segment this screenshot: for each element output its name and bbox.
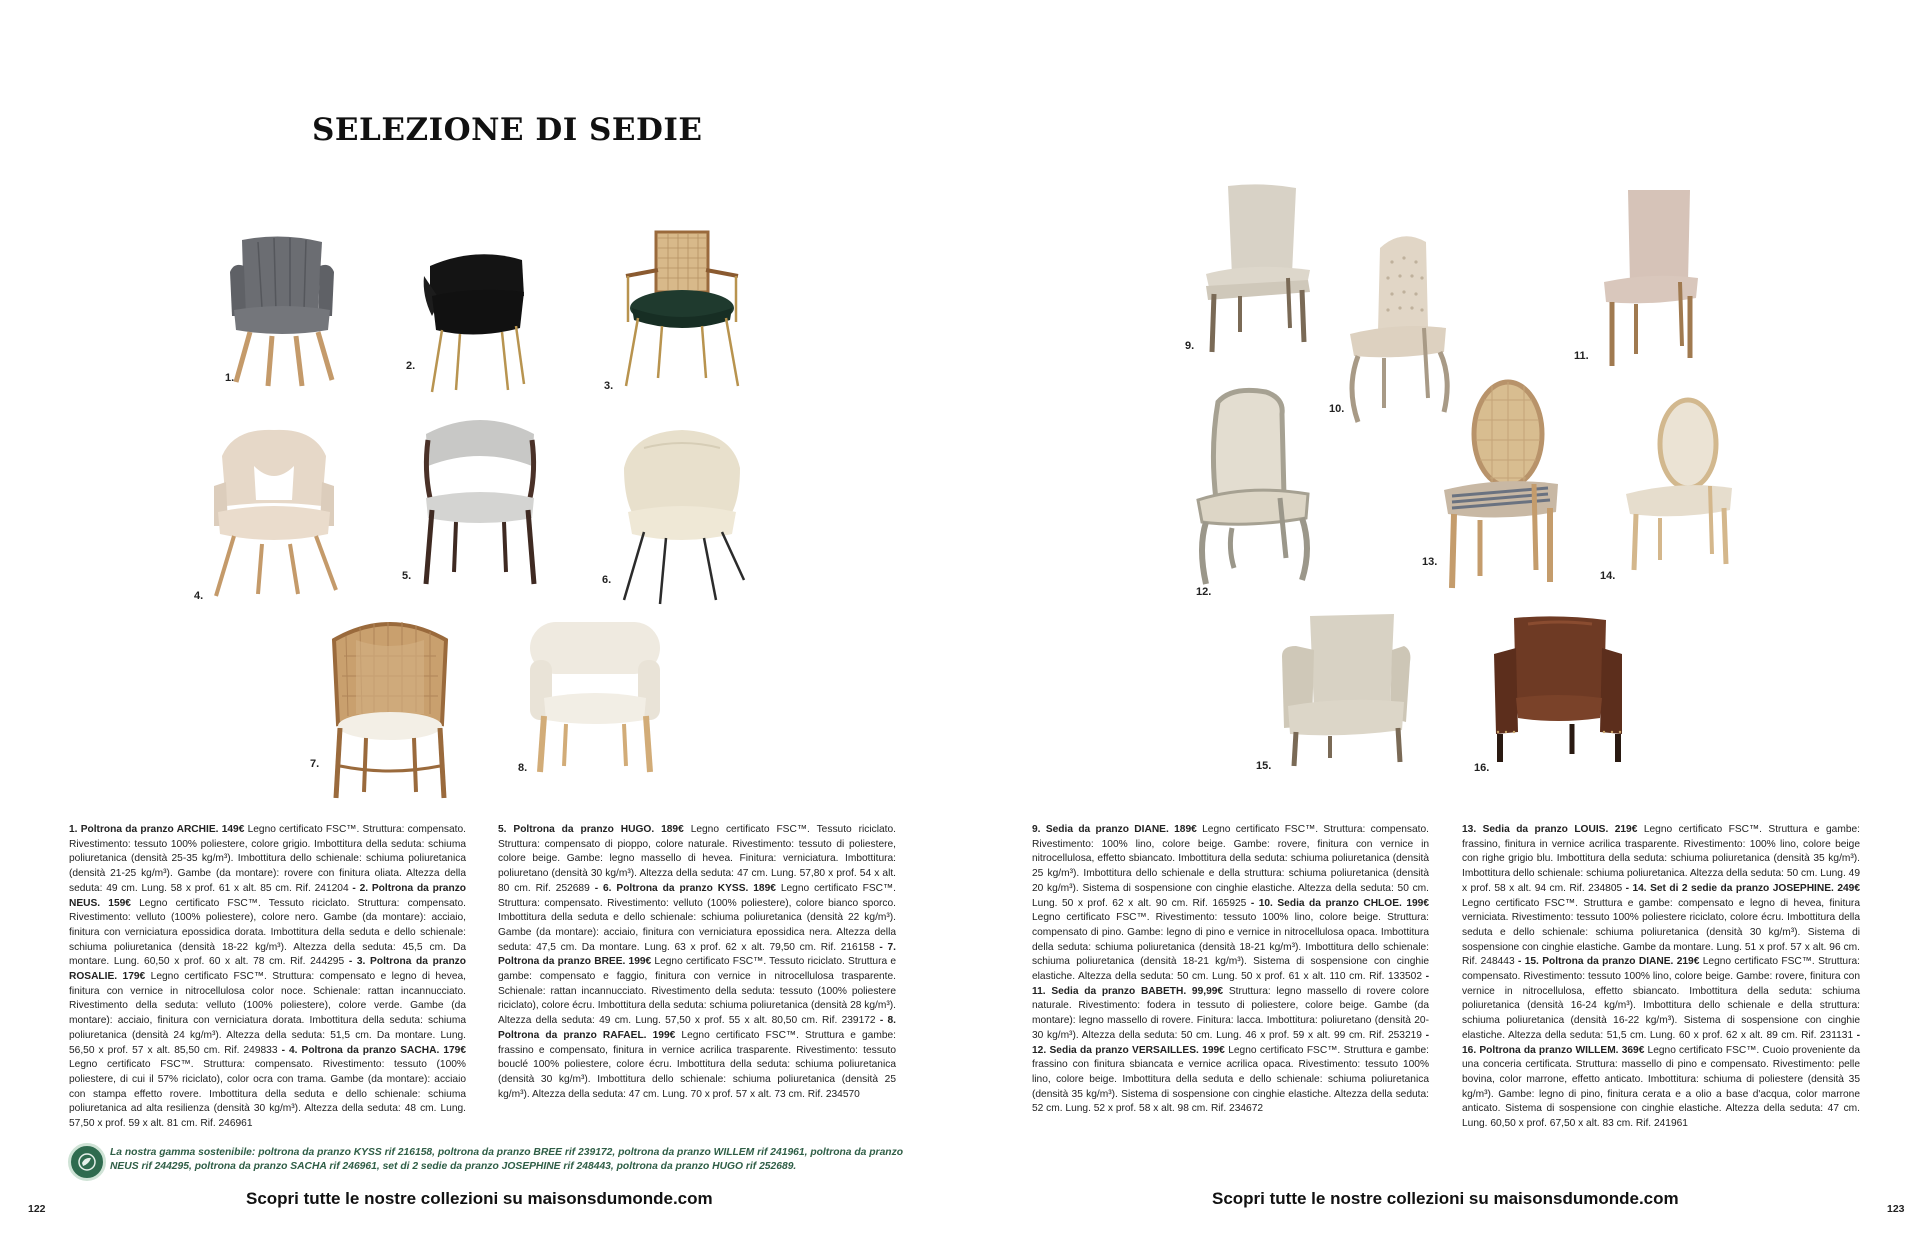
footer-link-right[interactable]: Scopri tutte le nostre collezioni su maisonsdumonde.com (1212, 1189, 1679, 1208)
product-number: 9. (1185, 340, 1195, 352)
product-description: - 2. Poltrona da pranzo NEUS. 159€ Legno certificato FSC™. Tessuto riciclato. Struttura: compensato. Rivestimento: velluto (100% poliestere), colore nero. Gambe (da montare): acciaio, finitura con verniciatura epossidica dorata. Imbottitura della seduta e dello schienale: schiuma poliuretanica (densità 18-22 kg/m³). Altezza della seduta: 45,5 cm. Da montare. Lung. 60,50 x prof. 60 x alt. 78 cm. Rif. 244295 (69, 882, 467, 968)
sustainable-range-text: La nostra gamma sostenibile: poltrona da pranzo KYSS rif 216158, poltrona da pranzo BREE rif 239172, poltrona da pranzo WILLEM rif 241961, poltrona da pranzo NEUS rif 244295, poltrona da pranzo SACHA rif 246961, set di 2 sedie da pranzo JOSEPHINE rif 248443, poltrona da pranzo HUGO rif 252689. (110, 1147, 904, 1172)
product-number: 8. (518, 762, 528, 774)
product-description: - 6. Poltrona da pranzo KYSS. 189€ Legno certificato FSC™. Struttura: compensato. Rivestimento: velluto (100% poliestere), colore bianco sporco. Imbottitura della seduta e dello schienale: schiuma poliuretanica (densità 22 kg/m³). Gambe (da montare): acciaio, finitura con verniciatura epossidica nera. Altezza della seduta: 47,5 cm. Da montare. Lung. 63 x prof. 62 x alt. 79,50 cm. Rif. 216158 (498, 882, 896, 953)
product-number: 2. (406, 360, 416, 372)
product-image-josephine[interactable] (1620, 396, 1738, 572)
product-description: 1. Poltrona da pranzo ARCHIE. 149€ Legno certificato FSC™. Struttura: compensato. Rivestimento: tessuto 100% poliestere, colore grigio. Imbottitura della seduta: schiuma poliuretanica (densità 25-35 kg/m³). Imbottitura dello schienale: schiuma poliuretanica (densità 21-25 kg/m³). Gambe (da montare): rovere con finitura oliata. Altezza della seduta: 49 cm. Lung. 58 x prof. 61 x alt. 85 cm. Rif. 241204 (69, 824, 466, 894)
product-description: - 7. Poltrona da pranzo BREE. 199€ Legno certificato FSC™. Tessuto riciclato. Struttura e gambe: compensato e faggio, finitura con vernice in nitrocellulosa trasparente. Schienale: rattan incannucciato. Rivestimento della seduta: tessuto (100% poliestere riciclato), colore écru. Imbottitura della seduta: schiuma poliuretanica (densità 28 kg/m³). Altezza della seduta: 49 cm. Lung. 57,50 x prof. 55 x alt. 80,50 cm. Rif. 239172 (498, 941, 896, 1027)
product-image-diane[interactable] (1192, 182, 1322, 354)
product-description: - 8. Poltrona da pranzo RAFAEL. 199€ Legno certificato FSC™. Struttura e gambe: frassino e compensato, finitura in vernice acrilica trasparente. Rivestimento: tessuto bouclé 100% poliestere, colore écru. Imbottitura della seduta: schiuma poliuretanica (densità 30 kg/m³). Imbottitura dello schienale: schiuma poliuretanica (densità 25 kg/m³). Altezza della seduta: 47 cm. Lung. 70 x prof. 57 x alt. 73 cm. Rif. 234570 (498, 1015, 896, 1100)
product-number: 1. (225, 372, 235, 384)
product-number: 4. (194, 590, 204, 602)
footer-link-left[interactable]: Scopri tutte le nostre collezioni su maisonsdumonde.com (246, 1189, 713, 1208)
product-description: 13. Sedia da pranzo LOUIS. 219€ Legno certificato FSC™. Struttura e gambe: frassino, finitura in vernice acrilica trasparente. Rivestimento: 100% lino, colore beige con righe grigio blu. Imbottitura della seduta: schiuma poliuretanica (densità 35 kg/m³). Imbottitura dello schienale: schiuma poliuretanica. Altezza della seduta: 50 cm. Lung. 49 x prof. 58 x alt. 94 cm. Rif. 234805 (1462, 824, 1860, 894)
description-column-3 (1032, 823, 1429, 1117)
product-description: - 15. Poltrona da pranzo DIANE. 219€ Legno certificato FSC™. Struttura: compensato. Rivestimento: tessuto 100% lino, colore beige. Gambe: rovere, finitura con vernice in nitrocellulosa, effetto sbiancato. Imbottitura della seduta: schiuma poliuretanica (densità 16-24 kg/m³). Imbottitura dello schienale e della struttura: schiuma poliuretanica (densità 16-22 kg/m³). Sistema di sospensione con cinghie elastiche. Altezza della seduta: 51,5 cm. Lung. 60 x prof. 62 x alt. 89 cm. Rif. 231131 (1462, 956, 1860, 1041)
product-image-hugo[interactable] (418, 410, 542, 588)
product-description: - 16. Poltrona da pranzo WILLEM. 369€ Legno certificato FSC™. Cuoio proveniente da una conceria certificata. Struttura: massello di pino e compensato. Rivestimento: pelle bovina, color marrone, effetto anticato. Imbottitura: schiuma di poliestere (densità 35 kg/m³). Gambe: legno di pino, finitura cerata e a olio a base d'acqua, color marrone anticato. Sistema di sospensione con cinghie elastiche. Altezza della seduta: 47 cm. Lung. 60,50 x prof. 67,50 x alt. 83 cm. Rif. 241961 (1462, 1029, 1860, 1130)
product-number: 15. (1256, 760, 1272, 772)
product-number: 3. (604, 380, 614, 392)
product-image-bree[interactable] (326, 616, 454, 802)
product-number: 14. (1600, 570, 1616, 582)
description-column-2 (498, 823, 896, 1102)
product-image-rafael[interactable] (522, 616, 668, 776)
product-description: - 12. Sedia da pranzo VERSAILLES. 199€ Legno certificato FSC™. Struttura e gambe: frassino con finitura sbiancata e vernice acrilica opaca. Rivestimento: tessuto 100% lino, colore beige. Imbottitura della seduta e dello schienale: schiuma poliuretanica (densità 35 kg/m³). Sistema di sospensione con cinghie elastiche. Altezza della seduta: 52 cm. Lung. 52 x prof. 58 x alt. 98 cm. Rif. 234672 (1032, 1029, 1429, 1115)
product-description: 5. Poltrona da pranzo HUGO. 189€ Legno certificato FSC™. Tessuto riciclato. Struttura: compensato di pioppo, colore naturale. Rivestimento: tessuto di poliestere, colore beige. Gambe: legno massello di hevea. Finitura: verniciatura. Imbottitura: poliuretano (densità 30 kg/m³). Altezza della seduta: 47 cm. Lung. 57,80 x prof. 54 x alt. 80 cm. Rif. 252689 (498, 824, 896, 894)
sustainable-badge-icon (68, 1143, 106, 1181)
page-number-right: 123 (1887, 1203, 1905, 1215)
product-number: 16. (1474, 762, 1490, 774)
product-number: 5. (402, 570, 412, 582)
product-description: - 14. Set di 2 sedie da pranzo JOSEPHINE. 249€ Legno certificato FSC™. Struttura e gambe: compensato e legno di hevea, finitura verniciata. Rivestimento: tessuto 100% poliestere riciclato, colore écru. Imbottitura della seduta e dello schienale: schiuma poliuretanica (densità 30 kg/m³). Sistema di sospensione con cinghie elastiche. Gambe da montare. Lung. 51 x prof. 57 x alt. 96 cm. Rif. 248443 (1462, 882, 1860, 968)
product-image-sacha[interactable] (204, 426, 344, 598)
product-image-rosalie[interactable] (618, 228, 746, 390)
product-number: 6. (602, 574, 612, 586)
product-description: - 3. Poltrona da pranzo ROSALIE. 179€ Legno certificato FSC™. Struttura: compensato e legno di hevea, finitura con vernice in nitrocellulosa color noce. Schienale: rattan incannucciato. Rivestimento della seduta: velluto (100% poliestere), colore verde. Gambe (da montare): acciaio, finitura con verniciatura dorata. Imbottitura della seduta: schiuma poliuretanica (densità 24 kg/m³). Altezza della seduta: 51,5 cm. Da montare. Lung. 56,50 x prof. 57 x alt. 85,50 cm. Rif. 249833 (69, 956, 467, 1056)
product-description: 9. Sedia da pranzo DIANE. 189€ Legno certificato FSC™. Struttura: compensato. Rivestimento: 100% lino, colore beige. Gambe: rovere, finitura con vernice in nitrocellulosa, effetto sbiancato. Imbottitura della seduta: schiuma poliuretanica (densità 25 kg/m³). Imbottitura dello schienale e della struttura: schiuma poliuretanica (densità 20 kg/m³). Sistema di sospensione con cinghie elastiche. Altezza della seduta: 50 cm. Lung. 50 x prof. 62 x alt. 90 cm. Rif. 165925 (1032, 824, 1429, 909)
product-image-versailles[interactable] (1188, 388, 1326, 588)
product-number: 7. (310, 758, 320, 770)
product-image-archie[interactable] (222, 232, 342, 387)
product-description: - 4. Poltrona da pranzo SACHA. 179€ Legno certificato FSC™. Struttura: compensato. Rivestimento: tessuto (100% poliestere, di cui il 57% riciclato), color ocra con trama. Gambe (da montare): acciaio con stampa effetto rovere. Imbottitura della seduta e dello schienale: schiuma poliuretanica ad alta resilienza (densità 30 kg/m³). Altezza della seduta: 48 cm. Lung. 57,50 x prof. 59 x alt. 81 cm. Rif. 246961 (69, 1044, 466, 1130)
product-description: - 11. Sedia da pranzo BABETH. 99,99€ Struttura: legno massello di rovere colore naturale. Rivestimento: fodera in tessuto di poliestere, colore beige. Gambe (da montare): legno massello di rovere. Finitura: lacca. Imbottitura: poliuretano (densità 20-30 kg/m³). Altezza della seduta: 50 cm. Lung. 46 x prof. 59 x alt. 99 cm. Rif. 253219 (1032, 971, 1430, 1041)
product-description: - 10. Sedia da pranzo CHLOE. 199€ Legno certificato FSC™. Rivestimento: tessuto 100% lino, colore beige. Struttura: compensato di pino. Gambe: legno di pino e vernice in nitrocellulosa opaca. Imbottitura della seduta: schiuma poliuretanica (densità 18-21 kg/m³). Imbottitura dello schienale: schiuma poliuretanica (densità 18-21 kg/m³). Sistema di sospensione con cinghie elastiche. Altezza della seduta: 50 cm. Lung. 50 x prof. 61 x alt. 110 cm. Rif. 133502 (1032, 897, 1429, 983)
product-image-babeth[interactable] (1592, 186, 1708, 368)
product-image-louis[interactable] (1438, 380, 1564, 592)
product-image-neus[interactable] (420, 246, 532, 394)
description-column-4 (1462, 823, 1860, 1132)
product-number: 11. (1574, 350, 1589, 362)
product-image-willem[interactable] (1488, 614, 1628, 764)
product-image-kyss[interactable] (614, 428, 750, 606)
product-number: 10. (1329, 403, 1345, 415)
product-number: 13. (1422, 556, 1438, 568)
page-title: SELEZIONE DI SEDIE (312, 112, 703, 148)
sustainable-range-note (68, 1143, 904, 1183)
product-number: 12. (1196, 586, 1212, 598)
product-image-diane-armchair[interactable] (1274, 610, 1416, 768)
description-column-1 (69, 823, 466, 1132)
page-number-left: 122 (28, 1203, 46, 1215)
